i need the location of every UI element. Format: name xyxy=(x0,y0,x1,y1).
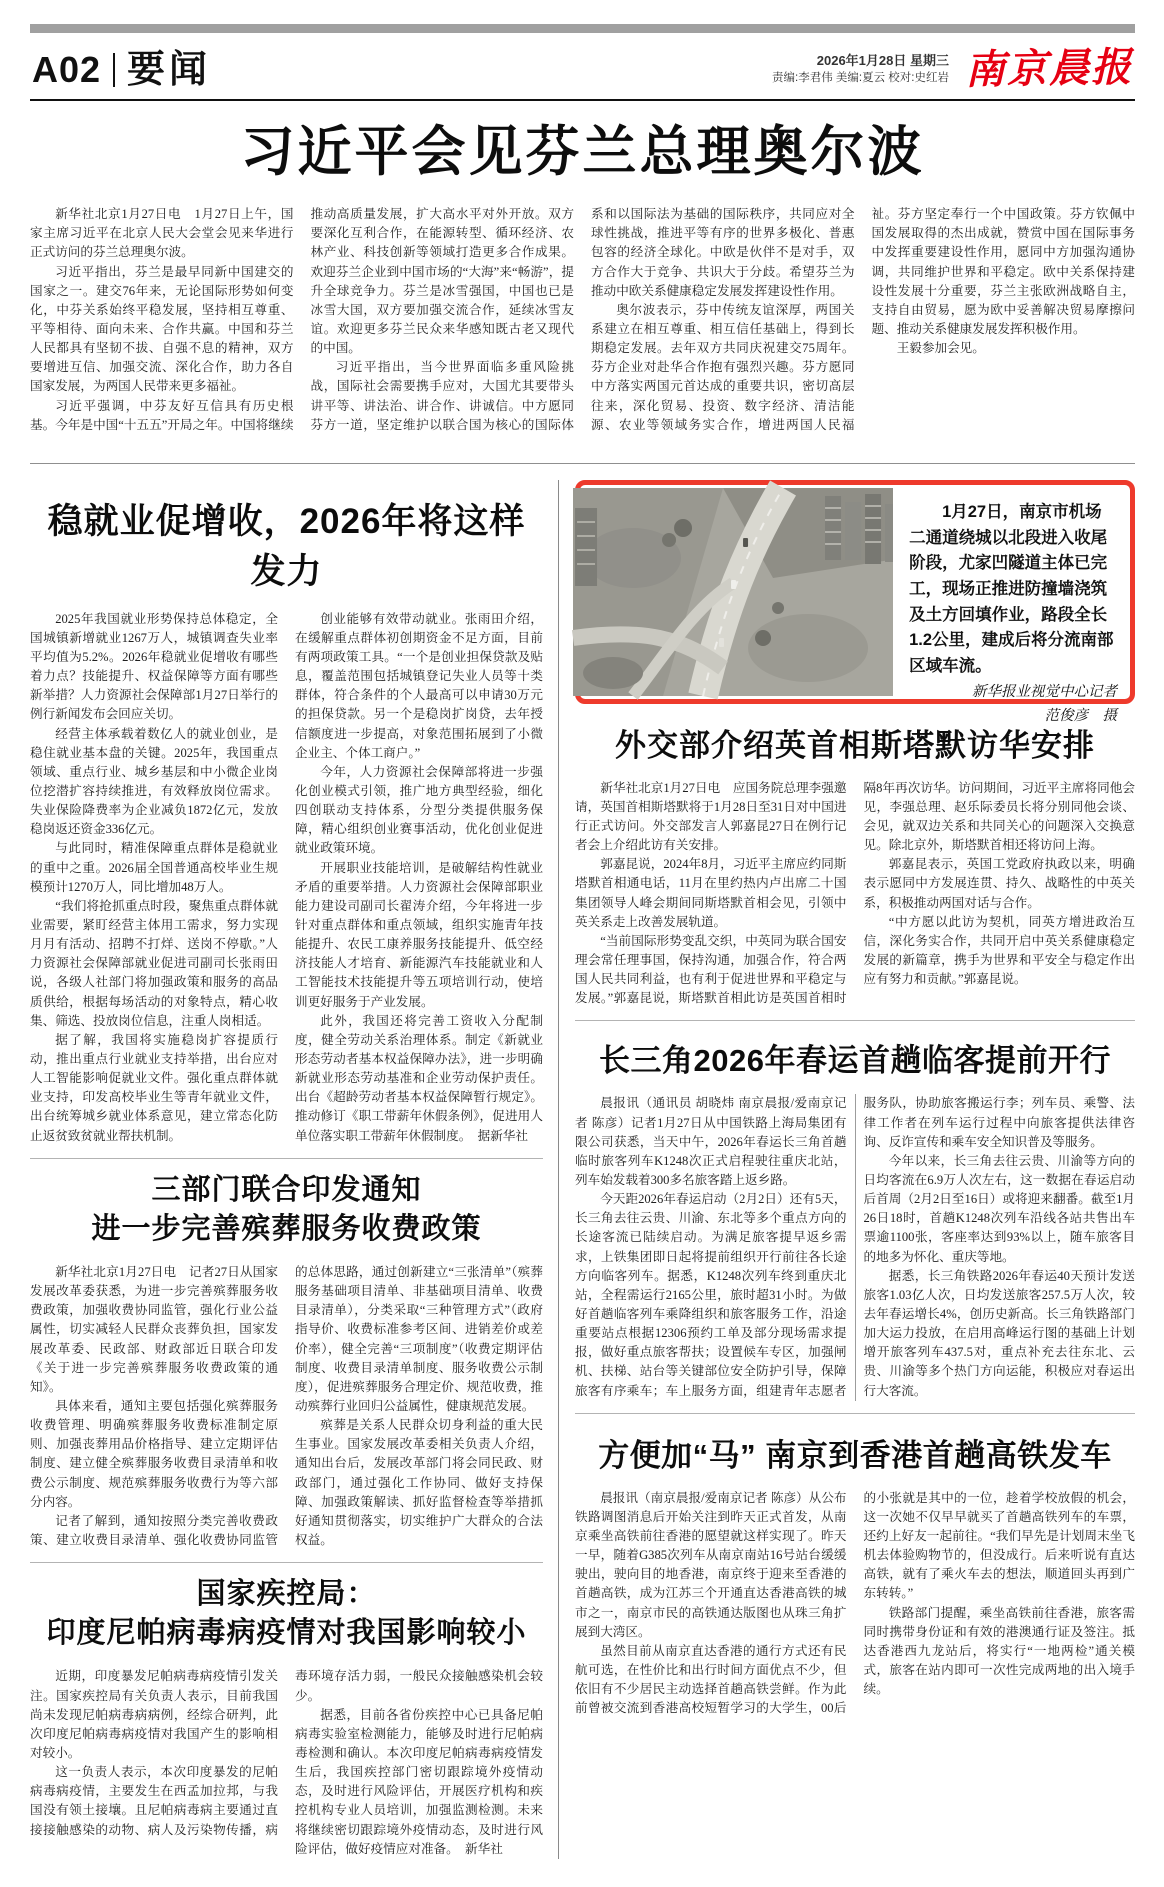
paragraph: “当前国际形势变乱交织，中英同为联合国安理会常任理事国，保持沟通，加强合作，符合两国人民共同利益，也有利于促进世界和平稳定与发展。”郭嘉昆说，斯塔默首相此访是英国首相时隔8年再次访华。访问期间，习近平主席将同他会见，李强总理、赵乐际委员长将分别同他会谈、会见，就双边关系和共同关心的问题深入交换意见。除北京外，斯塔默首相还将访问上海。 xyxy=(575,780,1135,1006)
paragraph: 记者了解到，通知按照分类完善收费政策、建立收费目录清单、强化收费协同监管的总体思路，通过创新建立“三张清单”（殡葬服务基础项目清单、非基础项目清单、收费目录清单），分类采取“三种管理方式”（政府指导价、收费标准参考区间、进销差价或差价率），健全完善“三项制度”（收费定期评估制度、收费目录清单制度、服务收费公示制度），促进殡葬服务合理定价、规范收费，推动殡葬行业回归公益属性，健康规范发展。 xyxy=(30,1265,543,1547)
paragraph: 与此同时，精准保障重点群体是稳就业的重中之重。2026届全国普通高校毕业生规模预计1270万人，同比增加48万人。 xyxy=(30,841,278,894)
right-divider-2 xyxy=(575,1413,1135,1414)
paragraph: 晨报讯（南京晨报/爱南京记者 陈彦）从公布铁路调图消息后开始关注到昨天正式首发，从南京乘坐高铁前往香港的愿望就这样实现了。昨天一早，随着G385次列车从南京南站16号站台缓缓驶出，驶向目的地香港，南京终于迎来至香港的首趟高铁，成为江苏三个开通直达香港高铁的城市之一，南京市民的高铁通达版图也从珠三角扩展到大湾区。 xyxy=(575,1490,847,1639)
paragraph: 今年以来，长三角去往云贵、川渝等方向的日均客流在6.9万人次左右，这一数据在春运启动后首周（2月2日至16日）或将迎来翻番。截至1月26日18时，首趟K1248次列车沿线各站共售出车票逾1100张，客座率达到93%以上，随车旅客目的地多为怀化、重庆等地。 xyxy=(863,1153,1135,1264)
paragraph: 虽然目前从南京直达香港的通行方式还有民航可选，在性价比和出行时间方面优点不少，但依旧有不少居民主动选择首趟高铁尝鲜。作为此前曾被交流到香港高校短暂学习的大学生，00后的小张就是其中的一位，趁着学校放假的机会，这一次她不仅早早就买了首趟高铁列车的车票，还约上好友一起前往。“我们早先是计划周末坐飞机去体验购物节的，但没成行。后来听说有直达高铁，就有了乘火车去的想法，顺道回头再到广东转转。” xyxy=(575,1490,1135,1716)
paragraph: 据悉，目前各省份疾控中心已具备尼帕病毒实验室检测能力，能够及时进行尼帕病毒检测和确认。本次印度尼帕病毒病疫情发生后，我国疾控部门密切跟踪境外疫情动态，及时进行风险评估，开展医疗机构和疾控机构专业人员培训，加强监测检测。未来将继续密切跟踪境外疫情动态，及时进行风险评估，做好疫情应对准备。 新华社 xyxy=(295,1707,543,1856)
spring-headline: 长三角2026年春运首趟临客提前开行 xyxy=(599,1043,1111,1079)
employment-article xyxy=(30,494,543,1146)
paragraph: 铁路部门提醒，乘坐高铁前往香港，旅客需同时携带身份证和有效的港澳通行证及签注。抵达香港西九龙站后，将实行“一地两检”通关模式，旅客在站内即可一次性完成两地的出入境手续。 xyxy=(863,1605,1135,1697)
paragraph: 习近平强调，中芬友好互信具有历史根基。今年是中国“十五五”开局之年。中国将继续推动高质量发展，扩大高水平对外开放。双方要深化互利合作，在能源转型、循环经济、农林产业、科技创新等领域打造更多合作成果。欢迎芬兰企业到中国市场的“大海”来“畅游”，提升全球竞争力。芬兰是冰雪强国，中国也已是冰雪大国，双方要加强交流合作，延续冰雪友谊。欢迎更多芬兰民众来华感知既古老又现代的中国。 xyxy=(30,207,574,432)
paragraph: 习近平指出，当今世界面临多重风险挑战，国际社会需要携手应对，大国尤其要带头讲平等、讲法治、讲合作、讲诚信。中方愿同芬方一道，坚定维护以联合国为核心的国际体系和以国际法为基础的国际秩序，共同应对全球性挑战，推进平等有序的世界多极化、普惠包容的经济全球化。中欧是伙伴不是对手，双方合作大于竞争、共识大于分歧。希望芬兰为推动中欧关系健康稳定发展发挥建设性作用。 xyxy=(310,207,855,432)
header-right xyxy=(772,44,1134,93)
paragraph: “中方愿以此访为契机，同英方增进政治互信，深化务实合作，共同开启中英关系健康稳定发展的新篇章，携手为世界和平安全与稳定作出应有努力和贡献。”郭嘉昆说。 xyxy=(863,914,1135,987)
paragraph: 新华社北京1月27日电 1月27日上午，国家主席习近平在北京人民大会堂会见来华进行正式访问的芬兰总理奥尔波。 xyxy=(30,207,294,260)
lead-article xyxy=(30,121,1135,449)
construction-photo xyxy=(583,488,893,696)
cdc-headline-line2: 印度尼帕病毒病疫情对我国影响较小 xyxy=(46,1617,527,1650)
paragraph: 2025年我国就业形势保持总体稳定，全国城镇新增就业1267万人，城镇调查失业率平均值为5.2%。2026年稳就业促增收有哪些着力点？技能提升、权益保障等方面有哪些新举措？人力资源社会保障部1月27日举行的例行新闻发布会回应关切。 xyxy=(30,611,278,722)
paragraph: 今年，人力资源社会保障部将进一步强化创业模式引领，推广地方典型经验，细化四创联动支持体系，分型分类提供服务保障，精心组织创业赛事活动，优化创业促进就业政策环境。 xyxy=(295,764,543,856)
paragraph: 王毅参加会见。 xyxy=(896,341,985,356)
lead-section-divider xyxy=(30,463,1135,464)
right-divider-1 xyxy=(575,1020,1135,1021)
funeral-headline xyxy=(30,1171,543,1249)
photo-credit-photographer: 范俊彦 摄 xyxy=(1044,707,1117,724)
lead-article-body xyxy=(30,205,1135,435)
left-divider-1 xyxy=(30,1158,543,1159)
photo-credit-agency: 新华报业视觉中心记者 xyxy=(971,683,1117,700)
funeral-headline-line2: 进一步完善殡葬服务收费政策 xyxy=(91,1212,482,1245)
paragraph: 新华社北京1月27日电 应国务院总理李强邀请，英国首相斯塔默将于1月28日至31日对中国进行正式访问。外交部发言人郭嘉昆27日在例行记者会上介绍此访有关安排。 xyxy=(575,780,847,853)
paragraph: 晨报讯（通讯员 胡晓炜 南京晨报/爱南京记者 陈彦）记者1月27日从中国铁路上海局集团有限公司获悉，当天中午，2026年春运长三角首趟临时旅客列车K1248次正式启程驶往重庆北站，列车始发载着300多名旅客踏上返乡路。 xyxy=(575,1096,847,1188)
paragraph: 具体来看，通知主要包括强化殡葬服务收费管理、明确殡葬服务收费标准制定原则、加强丧葬用品价格指导、建立定期评估制度、建立健全殡葬服务收费目录清单和收费公示制度、规范殡葬服务收费行为等六部分内容。 xyxy=(30,1398,278,1509)
paragraph: 近期，印度暴发尼帕病毒病疫情引发关注。国家疾控局有关负责人表示，目前我国尚未发现尼帕病毒病病例，经综合研判，此次印度尼帕病毒病疫情对我国产生的影响相对较小。 xyxy=(30,1669,278,1760)
paragraph: 此外，我国还将完善工资收入分配制度，健全劳动关系治理体系。制定《新就业形态劳动者基本权益保障办法》，进一步明确新就业形态劳动基准和企业劳动保护责任。出台《超龄劳动者基本权益保障暂行规定》。推动修订《职工带薪年休假条例》，促进用人单位落实职工带薪年休假制度。 据新华社 xyxy=(295,1013,543,1143)
date-block xyxy=(772,51,949,88)
employment-headline: 稳就业促增收，2026年将这样发力 xyxy=(47,501,526,591)
newspaper-masthead-logo: 南京晨报 xyxy=(964,44,1134,93)
paragraph: 殡葬是关系人民群众切身利益的重大民生事业。国家发展改革委相关负责人介绍，通知出台后，发展改革部门将会同民政、财政部门，通过强化工作协同、做好支持保障、加强政策解读、抓好监督检查等举措抓好通知贯彻落实，切实维护广大群众的合法权益。 xyxy=(295,1418,543,1547)
paragraph: 郭嘉昆说，2024年8月，习近平主席应约同斯塔默首相通电话，11月在里约热内卢出席二十国集团领导人峰会期间同斯塔默首相会见，引领中英关系走上改善发展轨道。 xyxy=(575,857,847,929)
paragraph: 开展职业技能培训，是破解结构性就业矛盾的重要举措。人力资源社会保障部职业能力建设司副司长翟涛介绍，今年将进一步针对重点群体和重点领域，组织实施青年技能提升、农民工康养服务技能提升、低空经济技能人才培育、新能源汽车技能就业和人工智能技术技能提升等五项培训行动，使培训更好服务于产业发展。 xyxy=(295,860,543,1009)
paragraph: 奥尔波表示，芬中传统友谊深厚，两国关系建立在相互尊重、相互信任基础上，得到长期稳定发展。去年双方共同庆祝建交75周年。芬方企业对赴华合作抱有强烈兴趣。芬方愿同中方落实两国元首达成的重要共识，密切高层往来，深化贸易、投资、数字经济、清洁能源、农业等领域务实合作，增进两国人民福祉。芬方坚定奉行一个中国政策。芬方钦佩中国发展取得的杰出成就，赞赏中国在国际事务中发挥重要建设性作用，愿同中方加强沟通协调，共同维护世界和平稳定。欧中关系保持建设性发展十分重要，芬兰主张欧洲战略自主，支持自由贸易，愿为欧中妥善解决贸易摩擦问题、推动关系健康发展发挥积极作用。 xyxy=(591,207,1135,432)
funeral-article-body xyxy=(30,1263,543,1550)
diplomacy-article-body xyxy=(575,779,1135,1009)
employment-article-body xyxy=(30,610,543,1146)
paragraph: “我们将抢抓重点时段，聚焦重点群体就业需要，紧盯经营主体用工需求，努力实现月月有活动、招聘不打烊、送岗不停歇。”人力资源社会保障部就业促进司副司长张雨田说，各级人社部门将加强政策和服务的高品质供给，根据每场活动的对象特点，精心收集、筛选、投放岗位信息，注重人岗相适。 xyxy=(30,898,278,1028)
paragraph: 据了解，我国将实施稳岗扩容提质行动，推出重点行业就业支持举措，出台应对人工智能影响促就业文件。强化重点群体就业支持，印发高校毕业生等青年就业文件，出台统筹城乡就业体系意见，建立常态化防止返贫致贫就业帮扶机制。 xyxy=(30,1032,278,1143)
left-divider-2 xyxy=(30,1562,543,1563)
funeral-headline-line1: 三部门联合印发通知 xyxy=(151,1173,422,1206)
left-column xyxy=(30,480,558,1859)
paragraph: 创业能够有效带动就业。张雨田介绍，在缓解重点群体初创期资金不足方面，目前有两项政策工具。“一个是创业担保贷款及贴息，覆盖范围包括城镇登记失业人员等十类群体，符合条件的个人最高可以申请30万元的担保贷款。另一个是稳岗扩岗贷，去年授信额度进一步提高，对象范围拓展到了小微企业主、个体工商户。” xyxy=(295,611,543,760)
photo-caption: 1月27日，南京市机场二通道绕城以北段进入收尾阶段，尤家凹隧道主体已完工，现场正推进防撞墙浇筑及土方回填作业，路段全长1.2公里，建成后将分流南部区域车流。 xyxy=(909,502,1114,676)
paragraph: 据悉，长三角铁路2026年春运40天预计发送旅客1.03亿人次，日均发送旅客257.5万人次，较去年春运增长4%，创历史新高。长三角铁路部门加大运力投放，在启用高峰运行图的基础上计划增开旅客列车437.5对，重点补充去往东北、云贵、川渝等多个热门方向运能，积极应对春运出行大客流。 xyxy=(863,1268,1135,1398)
edition-block xyxy=(32,51,211,89)
header-rule xyxy=(30,99,1135,101)
paragraph: 经营主体承载着数亿人的就业创业，是稳住就业基本盘的关键。2025年，我国重点领域、重点行业、城乡基层和中小微企业岗位挖潜扩容持续推进，有效释放岗位需求。失业保险降费率为企业减负1872亿元，发放稳岗返还资金336亿元。 xyxy=(30,726,278,837)
photo-news-frame xyxy=(575,480,1135,724)
photo-caption-box xyxy=(893,488,1127,724)
edition-number: A02 xyxy=(32,49,102,90)
cdc-headline-line1: 国家疾控局： xyxy=(196,1578,377,1611)
publish-date: 2026年1月28日 星期三 xyxy=(816,52,949,68)
cdc-headline xyxy=(30,1575,543,1653)
paragraph: 习近平指出，芬兰是最早同新中国建交的国家之一。建交76年来，无论国际形势如何变化，中芬关系始终平稳发展，坚持相互尊重、平等相待、面向未来、合作共赢。中国和芬兰人民都具有坚韧不拔、自强不息的精神，双方要增进互信、加强交流、深化合作，助力各自国家发展，为两国人民带来更多福祉。 xyxy=(30,264,294,394)
right-column xyxy=(558,480,1135,1859)
spring-travel-article xyxy=(575,1035,1135,1400)
cdc-article xyxy=(30,1575,543,1859)
lead-headline: 习近平会见芬兰总理奥尔波 xyxy=(240,122,925,182)
hk-article-body xyxy=(575,1489,1135,1719)
diplomacy-headline: 外交部介绍英首相斯塔默访华安排 xyxy=(615,727,1095,763)
lower-page-grid xyxy=(30,480,1135,1859)
edition-divider xyxy=(113,53,115,87)
paragraph: 今天距2026年春运启动（2月2日）还有5天，长三角去往云贵、川渝、东北等多个重点方向的长途客流已陆续启动。为满足旅客提早返乡需求，上铁集团即日起将提前组织开行前往各长途方向临客列车。据悉，K1248次列车终到重庆北站，全程需运行2165公里，旅时超31小时。为做好首趟临客列车乘降组织和旅客服务工作，沿途重要站点根据12306预约工单及部分现场需求提报，做好重点旅客帮扶；设置候车专区，加强闸机、扶梯、站台等关键部位安全防护引导，保障旅客有序乘车；车上服务方面，组建青年志愿者服务队，协助旅客搬运行李；列车员、乘警、法律工作者在列车运行过程中向旅客提供法律咨询、反诈宣传和乘车安全知识普及等服务。 xyxy=(575,1096,1135,1398)
funeral-policy-article xyxy=(30,1171,543,1550)
paragraph: 这一负责人表示，本次印度暴发的尼帕病毒病疫情，主要发生在西孟加拉邦，与我国没有领土接壤。且尼帕病毒病主要通过直接接触感染的动物、病人及污染物传播，病毒环境存活力弱，一般民众接触感染机会较少。 xyxy=(30,1669,543,1837)
paragraph: 新华社北京1月27日电 记者27日从国家发展改革委获悉，为进一步完善殡葬服务收费政策，加强收费协同监管，强化行业公益属性，切实减轻人民群众丧葬负担，国家发展改革委、民政部、财政部近日联合印发《关于进一步完善殡葬服务收费政策的通知》。 xyxy=(30,1265,278,1394)
spring-article-body xyxy=(575,1094,1135,1400)
cdc-article-body xyxy=(30,1667,543,1858)
page-header xyxy=(30,44,1135,93)
hk-train-article xyxy=(575,1430,1135,1719)
diplomacy-article xyxy=(575,720,1135,1009)
paragraph: 郭嘉昆表示，英国工党政府执政以来，明确表示愿同中方发展连贯、持久、战略性的中英关系，积极推动两国对话与合作。 xyxy=(863,857,1135,910)
hk-headline: 方便加“马” 南京到香港首趟高铁发车 xyxy=(598,1437,1112,1473)
section-title: 要闻 xyxy=(127,49,212,91)
staff-credits: 责编:李君伟 美编:夏云 校对:史红岩 xyxy=(772,72,949,85)
top-gray-bar xyxy=(30,24,1135,33)
